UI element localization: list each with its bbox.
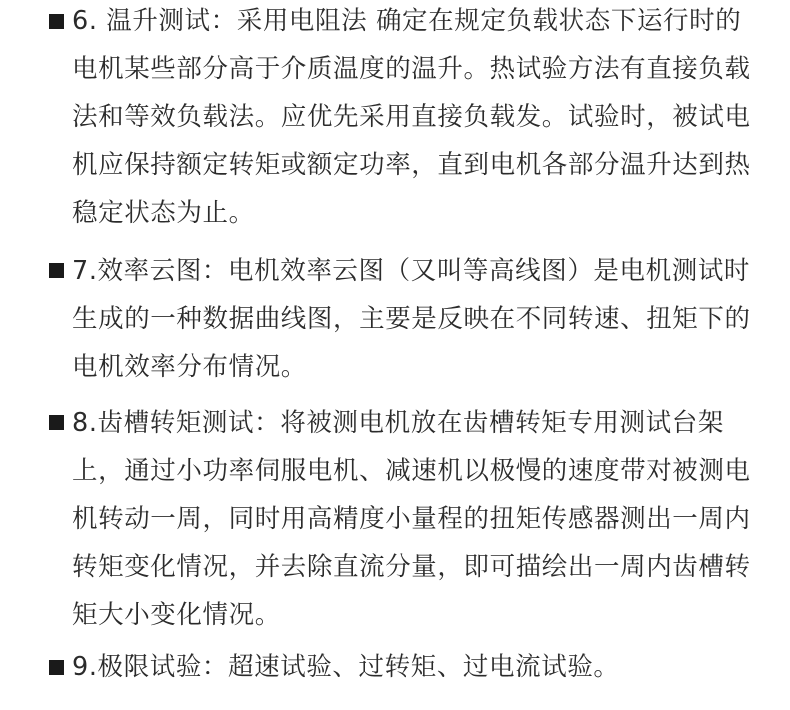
list-item-text: 7.效率云图：电机效率云图（又叫等高线图）是电机测试时生成的一种数据曲线图，主要是反映在不同转速、扭矩下的电机效率分布情况。: [72, 256, 751, 382]
list-item-text: 9.极限试验：超速试验、过转矩、过电流试验。: [72, 652, 620, 682]
list-item-temperature-rise-test: [0, 0, 790, 245]
square-bullet-icon: [49, 415, 64, 430]
list-item-text: 6. 温升测试：采用电阻法 确定在规定负载状态下运行时的电机某些部分高于介质温度的温升。热试验方法有直接负载法和等效负载法。应优先采用直接负载发。试验时，被试电机应保持额定转矩或额定功率，直到电机各部分温升达到热稳定状态为止。: [72, 6, 751, 228]
square-bullet-icon: [49, 14, 64, 29]
square-bullet-icon: [49, 263, 64, 278]
list-item-text: 8.齿槽转矩测试：将被测电机放在齿槽转矩专用测试台架上，通过小功率伺服电机、减速机以极慢的速度带对被测电机转动一周，同时用高精度小量程的扭矩传感器测出一周内转矩变化情况，并去除直流分量，即可描绘出一周内齿槽转矩大小变化情况。: [72, 408, 751, 630]
list-item-limit-test: [0, 641, 790, 691]
list-item-cogging-torque-test: [0, 401, 790, 641]
square-bullet-icon: [49, 660, 64, 675]
list-item-efficiency-map: [0, 249, 790, 399]
